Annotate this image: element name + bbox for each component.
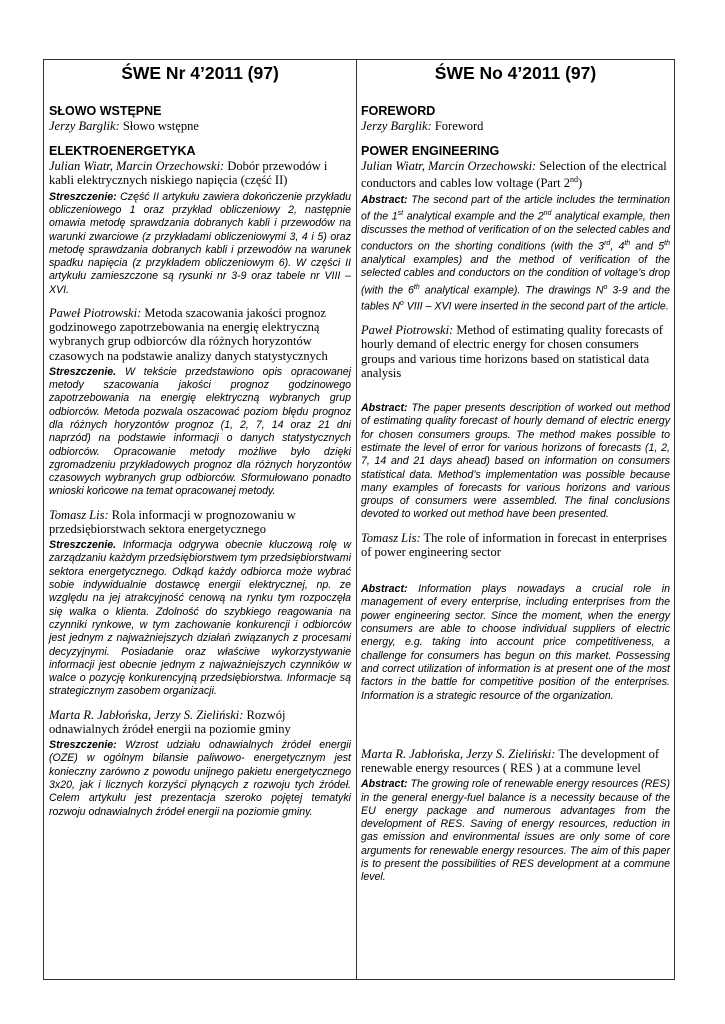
- article-authors: Marta R. Jabłońska, Jerzy S. Zieliński:: [361, 746, 556, 761]
- abstract-text: and 5: [630, 240, 665, 253]
- abstract-text: Information plays nowadays a crucial role in management of every enterprise, including enterprises from the power engineering sector. Since the moment, when the energy consumers are able to choose individual suppliers of electric energy, e.g. taking into account price competitiveness, a challenge for consumers has begun on this market. Possessing and correct utilization of information is at present one of the most factors in the battle for competitive position of the enterprises. Information is a strategic resource of the organization.: [361, 583, 670, 702]
- foreword-authors: Jerzy Barglik:: [361, 119, 432, 133]
- article-authors: Tomasz Lis:: [49, 507, 109, 522]
- foreword-heading-en: FOREWORD: [361, 104, 436, 118]
- abstract-text: Wzrost udziału odnawialnych źródeł energii (OZE) w ogólnym bilansie paliwowo- energetycznym jest konieczny zarówno z powodu unijnego pakietu energetycznego 3x20, jak i licznych korzyści płynących z rozwoju tych źródeł. Celem artykułu jest prezentacja szeroko pojętej tematyki rozwoju odnawialnych źródeł energii na poziomie gminy.: [49, 739, 351, 818]
- abstract-text: Część II artykułu zawiera dokończenie przykładu obliczeniowego 1 oraz przykład obliczeniowy 2, następnie omawia metodę sprawdzania dobranych kabli i przewodów na warunki zwarciowe (z przykładami obliczeniowymi 3, 4 i 5) oraz metodę sprawdzania dobranych kabli i przewodów na warunek spadku napięcia (z przykładem obliczeniowym 6). W części II artykułu zamieszczone są rysunki nr 3-9 oraz tabele nr VIII – XVI.: [49, 190, 351, 296]
- abstract-text: , 4: [610, 240, 625, 253]
- abstract-label: Streszczenie.: [49, 365, 117, 378]
- section-heading-pl: ELEKTROENERGETYKA: [49, 144, 196, 159]
- article-title: Metoda szacowania jakości prognoz godzinowego zapotrzebowania na energię elektryczną wybranych grup odbiorców dla różnych horyzontów czasowych na podstawie analizy danych statystycznych: [49, 305, 328, 363]
- article-abstract: [361, 778, 670, 884]
- article-abstract: [49, 539, 351, 699]
- article-title-entry: [361, 323, 670, 380]
- abstract-text: The second part of the article includes the termination of the 1: [361, 193, 670, 223]
- abstract-text: 3-9 and the tables N: [361, 284, 671, 313]
- english-column: [357, 60, 674, 979]
- abstracts-table: [43, 59, 675, 980]
- foreword-title: Foreword: [431, 119, 484, 133]
- article-title: Dobór przewodów i kabli elektrycznych niskiego napięcia (część II): [49, 159, 328, 188]
- superscript: st: [397, 210, 404, 218]
- article-title-entry: [361, 531, 670, 559]
- article-abstract: [49, 191, 351, 297]
- foreword-entry-en: [361, 119, 670, 133]
- abstract-text: VIII – XVI were inserted in the second part of the article.: [403, 300, 669, 313]
- polish-column: [44, 60, 357, 979]
- superscript: th: [624, 240, 631, 248]
- article-authors: Tomasz Lis:: [361, 530, 421, 545]
- superscript: o: [399, 300, 404, 308]
- article-authors: Paweł Piotrowski:: [361, 323, 454, 338]
- article-abstract: [49, 739, 351, 819]
- article-title: Method of estimating quality forecasts of hourly demand of electric energy for chosen consumers groups and various time horizons based on statistical data analysis: [361, 323, 663, 380]
- abstract-label: Abstract:: [361, 402, 408, 415]
- issue-title-pl: ŚWE Nr 4’2011 (97): [121, 63, 279, 83]
- foreword-heading-pl: SŁOWO WSTĘPNE: [49, 104, 162, 118]
- article-title-entry: [49, 306, 351, 363]
- article-authors: Paweł Piotrowski:: [49, 305, 142, 320]
- article-authors: Julian Wiatr, Marcin Orzechowski:: [49, 159, 225, 174]
- article-title-entry: [361, 159, 670, 191]
- abstract-label: Streszczenie:: [49, 739, 117, 752]
- abstract-text: analytical example). The drawings N: [419, 284, 604, 297]
- foreword-authors: Jerzy Barglik:: [49, 119, 120, 133]
- article-title: Rola informacji w prognozowaniu w przedsiębiorstwach sektora energetycznego: [49, 507, 296, 536]
- section-heading-en: POWER ENGINEERING: [361, 144, 500, 159]
- abstract-label: Streszczenie:: [49, 190, 117, 203]
- abstract-text: Informacja odgrywa obecnie kluczową rolę w zarządzaniu każdym przedsiębiorstwem tym przedsiębiorstwami sektora energetycznego. Odkąd każdy odbiorca może wybrać sobie indywidualnie dostawcę energii elektrycznej, np. ze względu na jej atrakcyjność cenową na rynku tym rozpoczęła się walka o klienta. Zdolność do szybkiego reagowania na czynniki rynkowe, w tym zachowanie konkurencji i odbiorców jest jednym z najważniejszych działań związanych z procesami decyzyjnymi. Posiadanie oraz właściwe wykorzystywanie informacji jest obecnie jednym z najważniejszych czynników w walce o pozycję konkurencyjną przedsiębiorstwa. Informacje są strategicznym zasobem organizacji.: [49, 539, 351, 698]
- article-title-entry: [49, 159, 351, 187]
- superscript: th: [413, 283, 420, 291]
- article-title: Rozwój odnawialnych źródeł energii na poziomie gminy: [49, 707, 291, 736]
- superscript: nd: [543, 210, 552, 218]
- abstract-label: Abstract:: [361, 583, 408, 596]
- article-authors: Julian Wiatr, Marcin Orzechowski:: [361, 159, 537, 174]
- article-title-entry: [49, 508, 351, 536]
- abstract-text: The growing role of renewable energy resources (RES) in the general energy-fuel balance is a necessity because of the EU energy package and numerous advantages from the development of RES. Saving of energy resources, reduction in gas emission and environmental issues are only some of core arguments for renewable energy resources. The aim of this paper is to present the possibilities of RES development at a commune level.: [361, 778, 670, 884]
- superscript: o: [603, 283, 608, 291]
- superscript: rd: [604, 240, 611, 248]
- foreword-title: Słowo wstępne: [119, 119, 199, 133]
- article-abstract: [361, 402, 670, 522]
- article-title: The development of renewable energy resources ( RES ) at a commune level: [361, 746, 659, 776]
- article-title-end: ): [577, 176, 583, 191]
- abstract-label: Streszczenie.: [49, 539, 117, 552]
- abstract-text: The paper presents description of worked out method of estimating quality forecast of hourly demand of electric energy for chosen consumers groups. The method makes possible to estimate the level of error for various horizons of forecasts (1, 2, 7, 14 and 21 days ahead) based on information on consumers statistical data. Method’s implementation was possible because many examples of forecasts for various horizons and various groups of consumers were assembled. The final conclusions devoted to worked out method have been presented.: [361, 402, 670, 521]
- article-abstract: [49, 366, 351, 499]
- abstract-text: W tekście przedstawiono opis opracowanej metody szacowania jakości prognoz godzinowego zapotrzebowania na energię elektryczną wybranych grup odbiorców. Metoda pozwala oszacować poziom błędu prognoz dla różnych horyzontów prognoz (1, 2, 7, 14 oraz 21 dni naprzód) na podstawie informacji o danych statystycznych odbiorców. Opracowanie metody możliwe było dzięki zgromadzeniu przykładowych prognoz dla różnych horyzontów czasowych wybranych grup odbiorców. Sformułowano ponadto wnioski końcowe na temat opracowanej metody.: [49, 365, 351, 498]
- abstract-label: Abstract:: [361, 778, 408, 791]
- article-title-entry: [361, 747, 670, 775]
- issue-title-en: ŚWE No 4’2011 (97): [434, 63, 597, 83]
- abstract-text: analytical example and the 2: [403, 210, 544, 223]
- article-abstract: [361, 194, 670, 315]
- abstract-text: analytical example, then discusses the method of verification of on the selected cables and conductors on the shorting conditions (with the 3: [361, 210, 670, 253]
- article-title-entry: [49, 708, 351, 736]
- article-title: The role of information in forecast in enterprises of power engineering sector: [361, 530, 667, 559]
- superscript: th: [664, 240, 670, 248]
- article-authors: Marta R. Jabłońska, Jerzy S. Zieliński:: [49, 707, 244, 722]
- article-title: Selection of the electrical conductors and cables low voltage (Part 2: [361, 159, 667, 191]
- superscript: nd: [569, 175, 578, 185]
- foreword-entry-pl: [49, 119, 351, 133]
- abstract-text: analytical examples) and the method of verification of the selected cables and conductors on the condition of voltage’s drop (with the 6: [361, 254, 670, 297]
- article-abstract: [361, 583, 670, 703]
- abstract-label: Abstract:: [361, 193, 408, 206]
